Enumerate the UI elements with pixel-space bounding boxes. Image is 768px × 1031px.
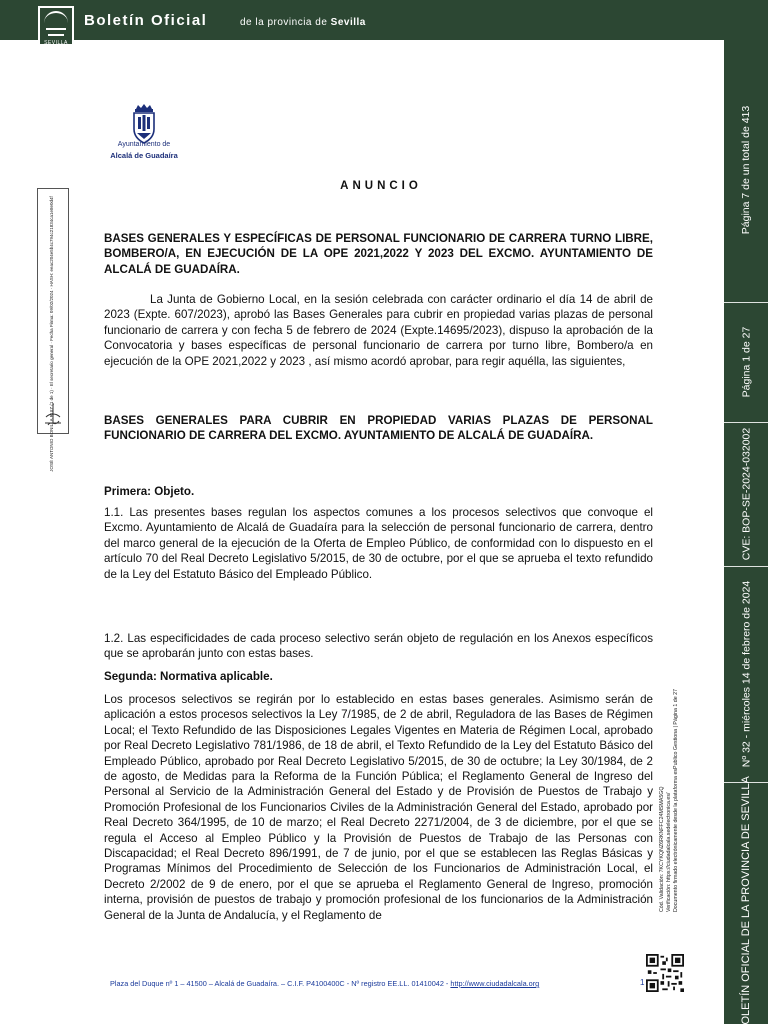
sidebar-cve: CVE: BOP-SE-2024-032002 [740,427,752,561]
bop-title: Boletín Oficial [84,12,208,29]
verification-line1: Cód. Validación: 7KCYKQNZ6RKNFFC24MSMA5GQ [659,785,666,912]
footer-address: Plaza del Duque nº 1 – 41500 – Alcalá de Guadaíra. – C.I.F. P4100400C - Nº registro EE.LL. 01410042 - [110,979,449,988]
bop-logo-icon [38,6,74,46]
verification-text [660,688,681,911]
footer [110,979,539,988]
section1-paragraph2: 1.2. Las especificidades de cada proceso selectivo serán objeto de regulación en los Anexos específicos que se aprobarán junto con estas bases. [104,632,653,661]
crest-name-line1: Ayuntamiento de [117,141,171,148]
bop-subtitle-prefix: de la provincia de [240,17,328,28]
footer-website-link[interactable]: http://www.ciudadalcala.org [450,979,540,988]
bases-subtitle: BASES GENERALES PARA CUBRIR EN PROPIEDAD VARIAS PLAZAS DE PERSONAL FUNCIONARIO DE CARRERA DEL EXCMO. AYUNTAMIENTO DE ALCALÁ DE GUADAÍRA. [104,414,653,443]
section1-title: Primera: Objeto. [104,485,195,498]
page-number: 1 [640,978,645,987]
handwritten-signature-icon [42,401,64,429]
document-title: BASES GENERALES Y ESPECÍFICAS DE PERSONAL FUNCIONARIO DE CARRERA TURNO LIBRE, BOMBERO/A, EN EJECUCIÓN DE LA OPE 2021,2022 Y 2023 DEL EXCMO. AYUNTAMIENTO DE ALCALÁ DE GUADAÍRA. [104,232,653,276]
verification-line3: Documento firmado electrónicamente desde la plataforma esPublico Gestiona | Página 1 de 27 [673,688,680,912]
section2-title: Segunda: Normativa aplicable. [104,670,273,683]
sidebar-cve-cell [724,423,768,565]
right-sidebar [724,40,768,1031]
verification-block [652,650,688,950]
bop-subtitle-place: Sevilla [330,17,366,28]
stamp-text: JOSÉ ANTONIO BONILLA RUIZ (1 de 1) · El secretario general · Fecha Firma: 09/02/2024 · HASH: eeac204e5b4c794c21834ca1e8e0d4f [49,196,54,472]
qr-code-icon [646,954,684,992]
stamp-text-box [32,196,72,472]
sidebar-pages-total-cell [724,40,768,300]
document-heading: ANUNCIO [340,180,422,192]
verification-line2[interactable]: Verificación: https://ciudadalcala.sedelectronica.es/ [666,792,673,912]
signature-stamp [37,188,69,472]
sidebar-page-of-cell [724,303,768,421]
bop-subtitle [240,17,366,28]
intro-paragraph: La Junta de Gobierno Local, en la sesión celebrada con carácter ordinario el día 14 de abril de 2023 (Expte. 607/2023), aprobó las Bases Generales para cubrir en propiedad varias plazas de personal funcionario de carrera y con fecha 5 de febrero de 2024 (Expte.14695/2023), dispuso la aprobación de la Convocatoria y bases específicas de personal funcionario de carrera por turno libre, Bombero/a en ejecución de la OPE 2021,2022 y 2023 , así mismo acordó aprobar, para regir aquélla, las siguientes, [104,293,653,368]
sidebar-issue-cell [724,567,768,781]
sidebar-publication-cell [724,775,768,1031]
bop-logo-tag: SEVILLA [44,40,68,46]
sidebar-pages-total: Página 7 de un total de 413 [740,105,753,235]
crest-name-line2: Alcalá de Guadaíra [110,151,178,160]
section1-paragraph1: 1.1. Las presentes bases regulan los aspectos comunes a los procesos selectivos que convoque el Excmo. Ayuntamiento de Alcalá de Guadaíra para la selección de personal funcionario de carrera, dentro del marco general de la ejecución de la Oferta de Empleo Público, de conformidad con lo dispuesto en el artículo 70 del Real Decreto Legislativo 5/2015, de 30 de octubre, por el que se aprueba el texto refundido de la Ley del Estatuto Básico del Empleado Público. [104,506,653,581]
sidebar-issue: Nº 32 - miércoles 14 de febrero de 2024 [740,580,752,768]
sidebar-publication: BOLETÍN OFICIAL DE LA PROVINCIA DE SEVILLA [740,775,753,1031]
section2-paragraph1: Los procesos selectivos se regirán por lo establecido en estas bases generales. Asimismo serán de aplicación a estos procesos selectivos la Ley 7/1985, de 2 de abril, Reguladora de las Bases de Régimen Local; el Texto Refundido de las Disposiciones Legales Vigentes en Materia de Régimen Local, aprobado por Real Decreto Legislativo 781/1986, de 18 de abril, el Texto Refundido de la Ley del Estatuto Básico del Empleado Público, aprobado por Real Decreto Legislativo 5/2015, de 30 de octubre; la Ley 30/1984, de 2 de agosto, de Medidas para la Reforma de la Función Pública; el Reglamento General de Ingreso del Personal al Servicio de la Administración General del Estado y de Provisión de Puestos de Trabajo y Promoción Profesional de los Funcionarios Civiles de la Administración General del Estado, aprobado por Real Decreto 364/1995, de 10 de marzo; el Real Decreto 2271/2004, de 3 de diciembre, por el que se regula el Acceso al Empleo Público y la Provisión de Puestos de Trabajo de las Personas con Discapacidad; el Real Decreto 896/1991, de 7 de junio, por el que se establecen las Reglas Básicas y Programas Mínimos del Procedimiento de Selección de los Funcionarios de Administración Local, el Decreto 2/2002 de 9 de enero, por el que se aprueba el Reglamento General de Ingreso, promoción interna, provisión de puestos de trabajo y promoción profesional de los funcionarios de la Administración General de la Junta de Andalucía, y el Reglamento de [104,693,653,922]
sidebar-page-of: Página 1 de 27 [740,326,752,398]
